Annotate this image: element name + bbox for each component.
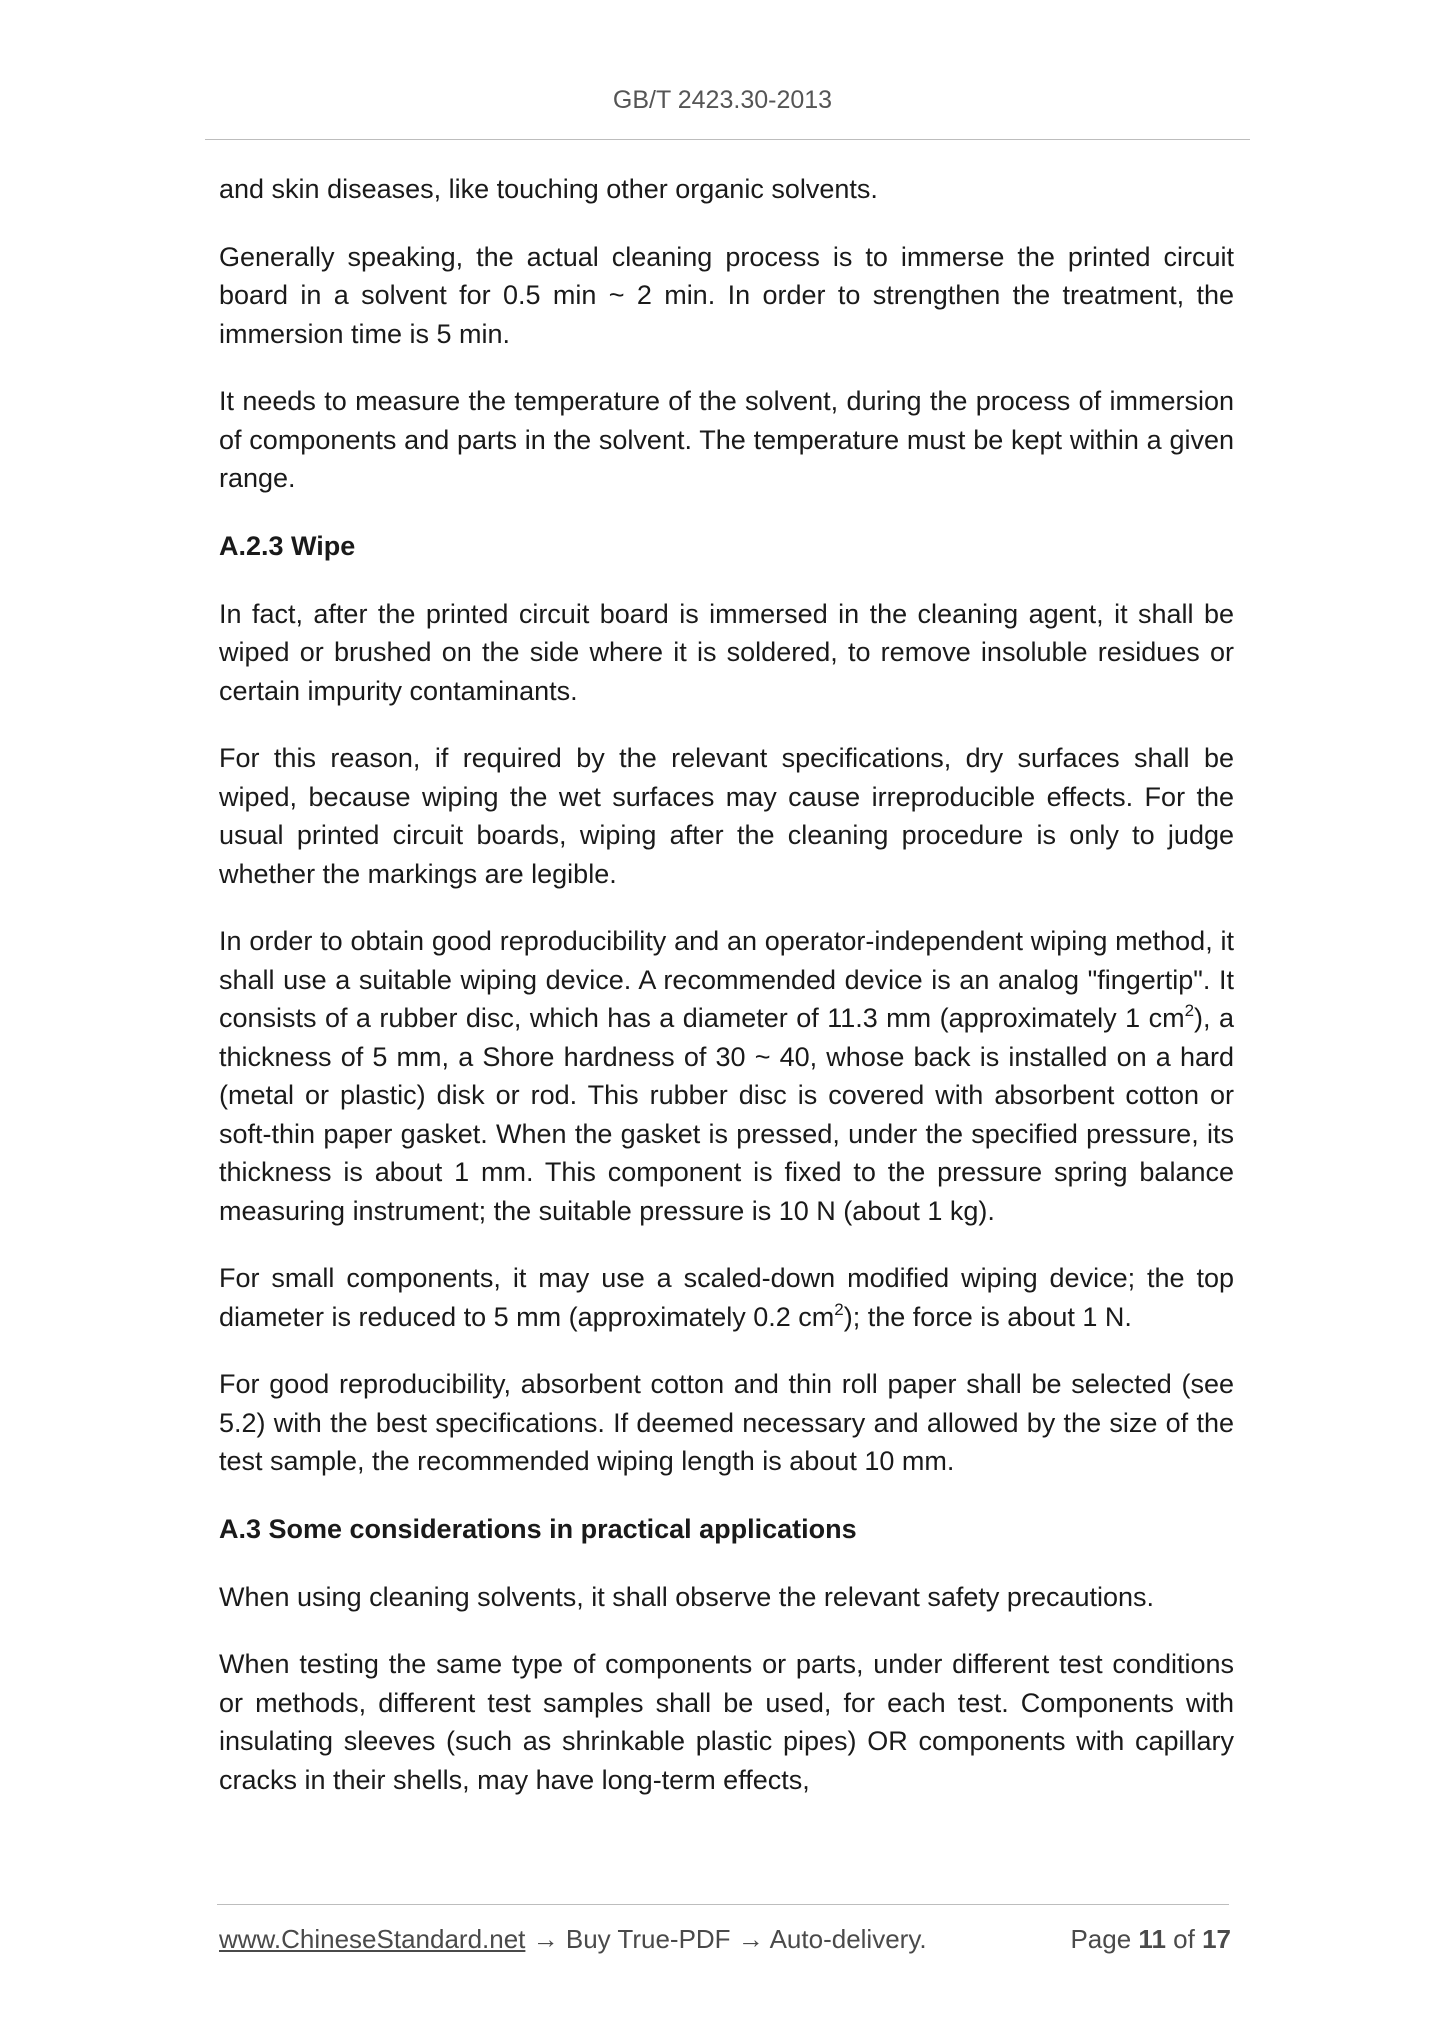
superscript: 2 bbox=[1184, 1001, 1195, 1020]
paragraph: For this reason, if required by the relevant specifications, dry surfaces shall be wiped, because wiping the wet surfaces may cause irreproducible effects. For the usual printed circuit boards, wiping after the cleaning procedure is only to judge whether the markings are legible. bbox=[219, 743, 1234, 889]
paragraph: and skin diseases, like touching other organic solvents. bbox=[219, 174, 878, 204]
page-indicator bbox=[1070, 1924, 1231, 1955]
page-label: Page bbox=[1070, 1924, 1132, 1954]
paragraph: It needs to measure the temperature of the solvent, during the process of immersion of components and parts in the solvent. The temperature must be kept within a given range. bbox=[219, 386, 1234, 493]
paragraph: In fact, after the printed circuit board is immersed in the cleaning agent, it shall be wiped or brushed on the side where it is soldered, to remove insoluble residues or certain impurity contaminants. bbox=[219, 598, 1234, 706]
of-label: of bbox=[1173, 1924, 1195, 1954]
page-footer bbox=[219, 1924, 1231, 1955]
text-run: For small components, it may use a scaled-down modified wiping device; the top diameter is reduced to 5 mm (approximately 0.2 cm bbox=[219, 1263, 1234, 1332]
footer-text: → Buy True-PDF bbox=[525, 1924, 738, 1954]
footer-divider bbox=[217, 1904, 1229, 1905]
page-total: 17 bbox=[1202, 1924, 1231, 1954]
paragraph bbox=[219, 1259, 1234, 1336]
paragraph: When using cleaning solvents, it shall observe the relevant safety precautions. bbox=[219, 1581, 1155, 1612]
paragraph bbox=[219, 922, 1234, 1230]
page-header: GB/T 2423.30-2013 bbox=[612, 86, 833, 114]
paragraph: Generally speaking, the actual cleaning process is to immerse the printed circuit board in a solvent for 0.5 min ~ 2 min. In order to strengthen the treatment, the immersion time is 5 min. bbox=[219, 241, 1234, 349]
section-heading: A.3 Some considerations in practical applications bbox=[219, 1513, 857, 1544]
section-heading: A.2.3 Wipe bbox=[219, 530, 356, 561]
paragraph: For good reproducibility, absorbent cotton and thin roll paper shall be selected (see 5.2) with the best specifications. If deemed necessary and allowed by the size of the test sample, the recommended wiping length is about 10 mm. bbox=[219, 1369, 1234, 1476]
text-run: ); the force is about 1 N. bbox=[843, 1301, 1132, 1332]
header-divider bbox=[205, 139, 1250, 140]
paragraph: When testing the same type of components or parts, under different test conditions or methods, different test samples shall be used, for each test. Components with insulating sleeves (such as shrinkable plastic pipes) OR components with capillary cracks in their shells, may have long-term effects, bbox=[219, 1649, 1234, 1795]
website-link[interactable]: www.ChineseStandard.net bbox=[219, 1924, 526, 1954]
document-body bbox=[219, 170, 1234, 1828]
footer-text: → Auto-delivery. bbox=[737, 1924, 927, 1954]
superscript: 2 bbox=[834, 1299, 844, 1319]
text-run: In order to obtain good reproducibility and an operator-independent wiping method, it shall use a suitable wiping device. A recommended device is an analog "fingertip". It consists of a rubber disc, which has a diameter of 11.3 mm (approximately 1 cm bbox=[219, 926, 1234, 1033]
text-run: ), a thickness of 5 mm, a Shore hardness of 30 ~ 40, whose back is installed on a hard (metal or plastic) disk or rod. This rubber disc is covered with absorbent cotton or soft-thin paper gasket. When the gasket is pressed, under the specified pressure, its thickness is about 1 mm. This component is fixed to the pressure spring balance measuring instrument; the suitable pressure is 10 N (about 1 kg). bbox=[219, 1003, 1234, 1226]
page-number: 11 bbox=[1138, 1924, 1166, 1954]
